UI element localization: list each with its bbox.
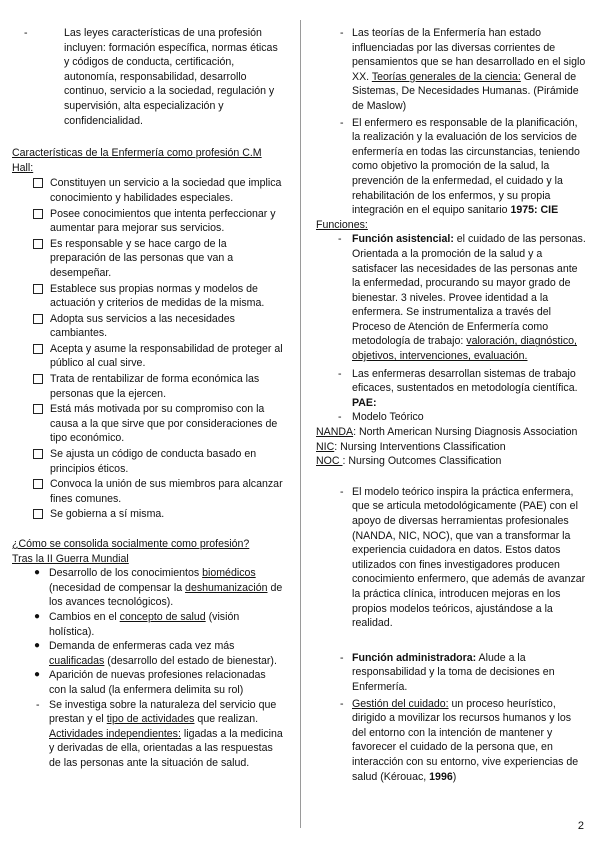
underlined-text: cualificadas xyxy=(49,654,105,667)
text: de los avances tecnológicos). xyxy=(49,581,283,609)
dash-marker: - xyxy=(36,698,40,711)
dash-marker: - xyxy=(24,27,28,39)
text: Las teorías de la Enfermería han estado influenciadas por las diversas corrientes de pensamientos que se han desarrollado en el siglo XX. xyxy=(352,27,586,83)
nanda-nic-line xyxy=(316,425,588,454)
list-item xyxy=(34,566,284,610)
column-divider xyxy=(300,20,301,828)
underlined-text: concepto de salud xyxy=(119,610,206,623)
list-item xyxy=(312,26,588,114)
list-item xyxy=(312,410,588,425)
dash-marker: - xyxy=(340,116,344,129)
checklist-item-text: Se gobierna a sí misma. xyxy=(50,508,165,521)
underlined-text: NOC xyxy=(316,455,343,468)
text: Cambios en el xyxy=(49,610,120,623)
underlined-text: NANDA xyxy=(316,426,354,439)
right-column xyxy=(312,26,588,784)
list-item xyxy=(312,367,588,411)
checklist-item xyxy=(33,447,284,476)
list-item xyxy=(34,668,284,697)
checkbox-icon xyxy=(33,209,43,219)
page-number: 2 xyxy=(577,820,584,833)
bold-text: 1975: CIE xyxy=(510,204,559,217)
checklist-item-text: Adopta sus servicios a las necesidades cambiantes. xyxy=(50,312,235,340)
underlined-text: tipo de actividades xyxy=(106,713,195,726)
dash-marker: - xyxy=(338,411,342,424)
checkbox-icon xyxy=(33,284,43,294)
noc-line xyxy=(316,454,588,469)
checkbox-icon xyxy=(33,479,43,489)
hall-heading: Características de la Enfermería como profesión C.M Hall: xyxy=(12,147,262,174)
checklist-item xyxy=(33,312,284,341)
underlined-text: Teorías generales de la ciencia: xyxy=(371,70,521,83)
underlined-text: deshumanización xyxy=(185,581,268,594)
checklist-item-text: Está más motivada por su compromiso con la causa a la que sirve que por consideraciones de tipo económico. xyxy=(50,403,278,445)
text: : North American Nursing Diagnosis Association xyxy=(353,426,578,439)
checklist-item-text: Se ajusta un código de conducta basado en principios éticos. xyxy=(50,448,257,475)
text: General de Sistemas, De Necesidades Humanas. (Pirámide de Maslow) xyxy=(352,70,579,112)
bullet-marker: ● xyxy=(34,567,41,579)
checkbox-icon xyxy=(33,239,43,249)
checklist-item xyxy=(33,477,284,506)
bold-text: Función asistencial: xyxy=(352,233,454,246)
checkbox-icon xyxy=(33,178,43,188)
dash-marker: - xyxy=(338,233,342,246)
text: (desarrollo del estado de bienestar). xyxy=(104,654,277,667)
checklist-item xyxy=(33,342,284,371)
text: Modelo Teórico xyxy=(352,411,424,424)
text: : Nursing Interventions Classification xyxy=(334,440,506,453)
dash-marker: - xyxy=(340,485,344,498)
underlined-text: valoración, diagnóstico, objetivos, intervenciones, evaluación. xyxy=(352,335,577,363)
text: Se investiga sobre la naturaleza del servicio que prestan y el xyxy=(49,698,277,726)
checkbox-icon xyxy=(33,449,43,459)
checklist-item-text: Constituyen un servicio a la sociedad que implica conocimiento y habilidades especiales. xyxy=(50,177,282,204)
checklist-item xyxy=(33,176,284,205)
checkbox-icon xyxy=(33,404,43,414)
text: El enfermero es responsable de la planificación, la realización y la evaluación de los servicios de enfermería en todas las circunstancias, teniendo como objetivo la promoción de la salud, la prevención de la enfermedad, el cuidado y la rehabilitación de los enfermos, y su propia integración en el equipo sanitario xyxy=(352,116,580,217)
text: el cuidado de las personas. Orientada a la promoción de la salud y a satisfacer las necesidades de las personas ante la enfermedad, procurando su mayor grado de bienestar. 3 niveles. Provee identidad a la enfermera. Se instrumentaliza a través del Proceso de Atención de Enfermería como metodología de trabajo: xyxy=(352,233,586,348)
bold-text: PAE: xyxy=(352,396,377,409)
text: que realizan. xyxy=(194,713,259,726)
hall-checklist xyxy=(33,176,284,522)
text: Desarrollo de los conocimientos xyxy=(49,567,203,580)
underlined-text: Gestión del cuidado: xyxy=(352,697,449,710)
bullet-marker: ● xyxy=(34,669,41,681)
text: Demanda de enfermeras cada vez más xyxy=(49,640,235,653)
underlined-text: biomédicos xyxy=(202,567,256,580)
bullet-marker: ● xyxy=(34,640,41,652)
intro-list-item xyxy=(26,26,284,128)
list-item xyxy=(312,116,588,218)
text: ) xyxy=(452,770,457,783)
text: ligadas a la medicina y derivadas de ella, orientadas a las respuestas de las personas ante la situación de salud. xyxy=(49,727,283,769)
checklist-item xyxy=(33,372,284,401)
checklist-item-text: Posee conocimientos que intenta perfeccionar y aumentar para mejorar sus servicios. xyxy=(50,207,276,235)
list-item xyxy=(34,698,284,771)
text: Alude a la responsabilidad y la toma de decisiones en Enfermería. xyxy=(352,651,555,693)
social-war-heading: Tras la II Guerra Mundial xyxy=(12,552,129,565)
checklist-item xyxy=(33,207,284,236)
dash-marker: - xyxy=(340,651,344,664)
text: (necesidad de compensar la xyxy=(49,581,186,594)
checklist-item-text: Convoca la unión de sus miembros para alcanzar fines comunes. xyxy=(50,478,283,505)
checkbox-icon xyxy=(33,509,43,519)
list-item xyxy=(34,610,284,639)
list-item xyxy=(312,232,588,363)
social-question-heading: ¿Cómo se consolida socialmente como profesión? xyxy=(12,538,250,550)
list-item xyxy=(312,697,588,785)
list-item xyxy=(312,485,588,631)
dash-marker: - xyxy=(338,367,342,380)
left-column xyxy=(12,26,284,771)
bold-text: Función administradora: xyxy=(352,651,477,664)
underlined-text: Actividades independientes: xyxy=(49,727,181,740)
checklist-item-text: Trata de rentabilizar de forma económica las personas que la ejercen. xyxy=(50,373,260,400)
checklist-item xyxy=(33,402,284,446)
checklist-item-text: Acepta y asume la responsabilidad de proteger al público al cual sirve. xyxy=(50,342,283,370)
checklist-item xyxy=(33,507,284,522)
text: un proceso heurístico, dirigido a movilizar los recursos humanos y los del entorno con la intención de mantener y favorecer el cuidado de la persona que, en interacción con su entorno, vive experiencias de salud (Kérouac, xyxy=(352,697,579,783)
text: (visión holística). xyxy=(49,610,240,638)
text: : Nursing Outcomes Classification xyxy=(342,455,502,468)
checklist-item-text: Establece sus propias normas y modelos de actuación y criterios de medidas de la misma. xyxy=(50,282,265,310)
intro-text: Las leyes características de una profesión incluyen: formación específica, normas éticas y códigos de conducta, certificación, autonomía, responsabilidad, desarrollo continuo, servicio a la sociedad, regulación y supervisión, alta especialización y confidencialidad. xyxy=(64,27,278,127)
funciones-heading: Funciones: xyxy=(316,218,368,231)
dash-marker: - xyxy=(340,27,344,39)
text: Aparición de nuevas profesiones relacionadas con la salud (la enfermera delimita su rol) xyxy=(49,669,266,696)
list-item xyxy=(312,651,588,695)
underlined-text: NIC xyxy=(316,440,335,453)
text: El modelo teórico inspira la práctica enfermera, que se articula metodológicamente (PAE) con el apoyo de diversas herramientas profesionales (NANDA, NIC, NOC), que van a transformar la experiencia cuidadora en datos. Estos datos utilizados con fines investigadores producen conocimiento enfermero, que además de avanzar la práctica clínica, introducen mejoras en los propios modelos teóricos, ajustándose a la realidad. xyxy=(352,485,586,630)
checklist-item xyxy=(33,237,284,281)
checkbox-icon xyxy=(33,344,43,354)
list-item xyxy=(34,639,284,668)
checkbox-icon xyxy=(33,314,43,324)
checkbox-icon xyxy=(33,374,43,384)
text: Las enfermeras desarrollan sistemas de trabajo eficaces, sustentados en metodología científica. xyxy=(352,367,578,395)
dash-marker: - xyxy=(340,697,344,710)
checklist-item-text: Es responsable y se hace cargo de la preparación de las personas que van a desempeñar. xyxy=(50,237,234,279)
bullet-marker: ● xyxy=(34,610,41,622)
bold-text: 1996 xyxy=(429,770,453,783)
checklist-item xyxy=(33,282,284,311)
